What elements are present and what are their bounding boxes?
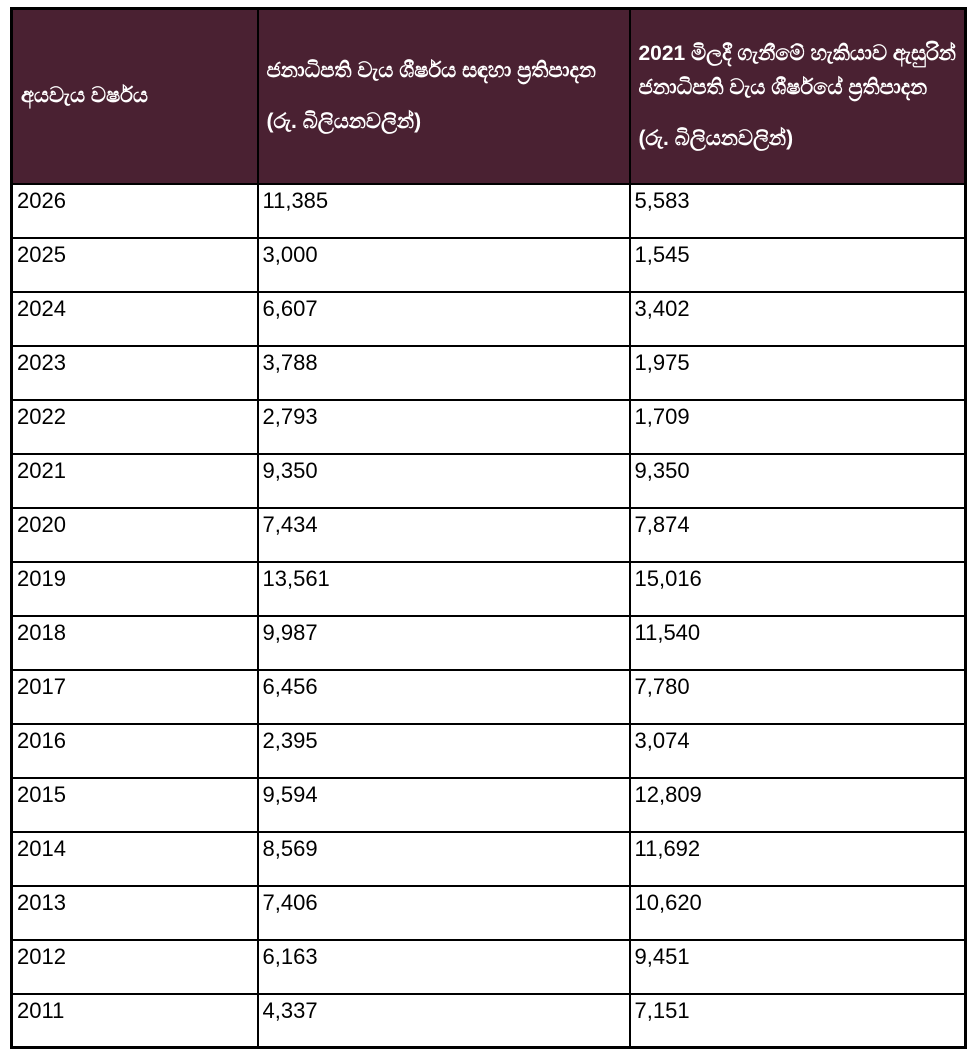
year-cell: 2019 (12, 562, 258, 616)
year-cell: 2018 (12, 616, 258, 670)
year-cell: 2026 (12, 184, 258, 238)
real-value-cell: 5,583 (630, 184, 966, 238)
table-row (12, 832, 966, 886)
table-row (12, 184, 966, 238)
nominal-value-cell: 9,987 (258, 616, 630, 670)
table-row (12, 346, 966, 400)
real-value-cell: 9,350 (630, 454, 966, 508)
header-year-label: අයවැය වර්ෂය (21, 84, 149, 108)
year-cell: 2021 (12, 454, 258, 508)
real-value-cell: 1,545 (630, 238, 966, 292)
table-row (12, 616, 966, 670)
real-value-cell: 11,540 (630, 616, 966, 670)
year-cell: 2016 (12, 724, 258, 778)
real-value-cell: 11,692 (630, 832, 966, 886)
real-value-cell: 1,709 (630, 400, 966, 454)
year-cell: 2013 (12, 886, 258, 940)
nominal-value-cell: 2,395 (258, 724, 630, 778)
nominal-value-cell: 7,434 (258, 508, 630, 562)
header-cell-real-provision (630, 9, 966, 184)
budget-allocations-table (10, 7, 967, 1049)
real-value-cell: 7,151 (630, 994, 966, 1048)
year-cell: 2017 (12, 670, 258, 724)
header-nominal-unit: (රු. බිලියනවලින්) (266, 109, 422, 133)
table-row (12, 562, 966, 616)
table-row (12, 994, 966, 1048)
real-value-cell: 10,620 (630, 886, 966, 940)
nominal-value-cell: 4,337 (258, 994, 630, 1048)
nominal-value-cell: 13,561 (258, 562, 630, 616)
table-row (12, 238, 966, 292)
real-value-cell: 1,975 (630, 346, 966, 400)
year-cell: 2014 (12, 832, 258, 886)
year-cell: 2024 (12, 292, 258, 346)
real-value-cell: 12,809 (630, 778, 966, 832)
year-cell: 2012 (12, 940, 258, 994)
budget-table-container (10, 7, 967, 1049)
table-row (12, 292, 966, 346)
year-cell: 2020 (12, 508, 258, 562)
header-real-unit: (රු. බිලියනවලින්) (638, 126, 794, 150)
header-cell-nominal-provision (258, 9, 630, 184)
year-cell: 2022 (12, 400, 258, 454)
header-real-title: 2021 මිලදී ගැනීමේ හැකියාව ඇසුරින් ජනාධිපති වැය ශීර්ෂයේ ප්‍රතිපාදන (638, 42, 956, 99)
table-header-row (12, 9, 966, 184)
nominal-value-cell: 6,607 (258, 292, 630, 346)
year-cell: 2015 (12, 778, 258, 832)
real-value-cell: 15,016 (630, 562, 966, 616)
table-row (12, 400, 966, 454)
table-row (12, 454, 966, 508)
nominal-value-cell: 11,385 (258, 184, 630, 238)
real-value-cell: 9,451 (630, 940, 966, 994)
real-value-cell: 7,874 (630, 508, 966, 562)
nominal-value-cell: 3,000 (258, 238, 630, 292)
real-value-cell: 3,074 (630, 724, 966, 778)
table-row (12, 778, 966, 832)
nominal-value-cell: 3,788 (258, 346, 630, 400)
table-row (12, 724, 966, 778)
nominal-value-cell: 8,569 (258, 832, 630, 886)
year-cell: 2023 (12, 346, 258, 400)
table-row (12, 508, 966, 562)
real-value-cell: 7,780 (630, 670, 966, 724)
nominal-value-cell: 6,163 (258, 940, 630, 994)
nominal-value-cell: 9,594 (258, 778, 630, 832)
header-cell-budget-year (12, 9, 258, 184)
table-row (12, 670, 966, 724)
nominal-value-cell: 6,456 (258, 670, 630, 724)
nominal-value-cell: 9,350 (258, 454, 630, 508)
nominal-value-cell: 2,793 (258, 400, 630, 454)
real-value-cell: 3,402 (630, 292, 966, 346)
header-nominal-title: ජනාධිපති වැය ශීර්ෂය සඳහා ප්‍රතිපාදන (266, 59, 596, 83)
nominal-value-cell: 7,406 (258, 886, 630, 940)
year-cell: 2011 (12, 994, 258, 1048)
year-cell: 2025 (12, 238, 258, 292)
table-row (12, 886, 966, 940)
table-row (12, 940, 966, 994)
